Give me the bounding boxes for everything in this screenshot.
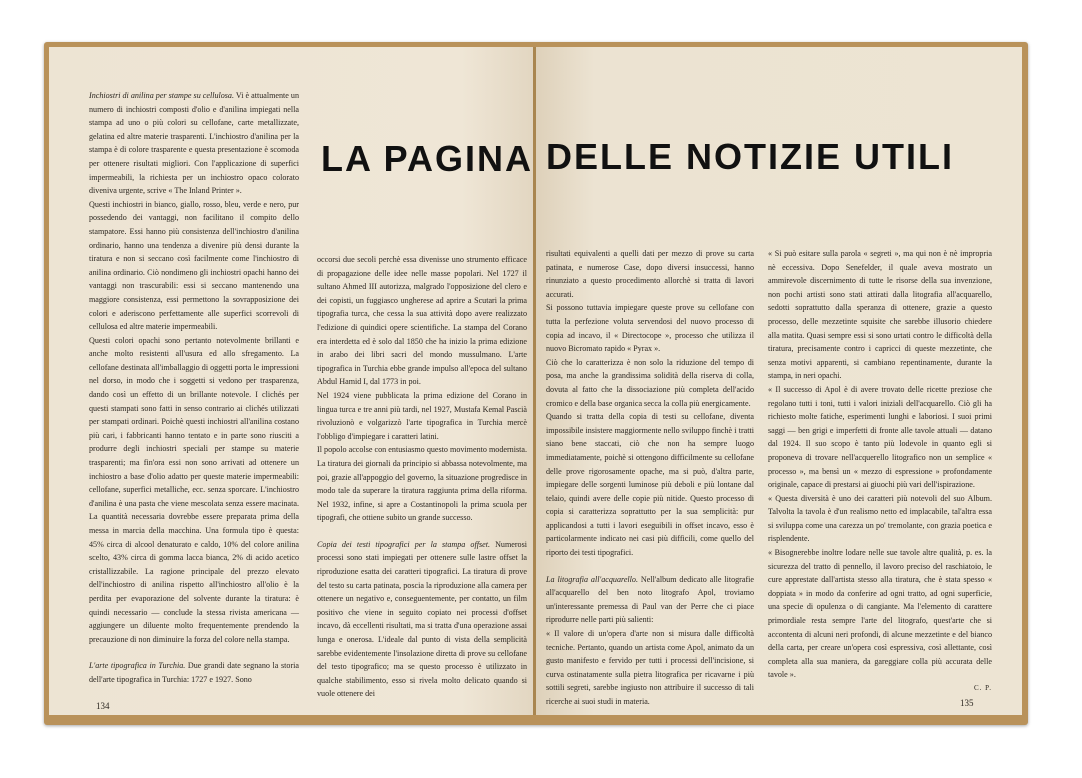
paragraph [768,383,992,492]
paragraph-text: Nell'album dedicato alle litografie all'acquarello del ben noto litografo Apol, troviamo un'interessante premessa di Paul van der Perre che ci piace riprodurre nelle parti più salienti: [546,574,754,625]
section-heading: Inchiostri di anilina per stampe su cellulosa. [89,91,235,100]
paragraph [317,389,527,443]
page-number-right: 135 [960,698,974,708]
paragraph [89,198,299,334]
paragraph-text: occorsi due secoli perchè essa divenisse uno strumento efficace di propagazione delle idee nelle masse popolari. Nel 1727 il sultano Ahmed III autorizza, malgrado l'opposizione del clero e dei copisti, un fuggiasco ungherese ad aprire a Scutari la prima tipografia turca, che cessa la sua attività dopo avere realizzato l'edizione di quindici opere scientifiche. La stampa del Corano era interdetta ed è solo dal 1850 che ha inizio la prima edizione in arabo dei libri sacri del mondo mussulmano. L'arte tipografica in Turchia ebbe grande impulso all'epoca del sultano Abdul Hamid I, dal 1773 in poi. [317,255,527,387]
paragraph-text: « Il valore di un'opera d'arte non si misura dalle difficoltà tecniche. Pertanto, quando un artista come Apol, animato da un gusto manifesto e fervido per tutti i processi dell'incisione, si curva ostinatamente sulla pietra litografica per ricavarne i più sottili segreti, sarebbe ingiusto non attribuire il successo di tali ricerche ai suoi studi in materia. [546,629,754,706]
section-heading: L'arte tipografica in Turchia. [89,661,186,671]
paragraph-text: Si possono tuttavia impiegare queste prove su cellofane con tutta la perfezione voluta servendosi del nuovo processo di copia ad incavo, il « Directocope », processo che utilizza il nuovo Bicromato rapido « Pyrax ». [546,303,754,354]
section-heading: Copia dei testi tipografici per la stampa offset. [317,539,490,549]
paragraph [317,253,527,389]
paragraph-text: Due grandi date segnano la storia dell'arte tipografica in Turchia: 1727 e 1927. Sono [89,661,299,684]
paragraph-text: « Questa diversità è uno dei caratteri più notevoli del suo Album. Talvolta la tavola è d'un realismo netto ed implacabile, tal'altra essa si sviluppa come una carezza un po' tremolante, con grazia poetica e risplendente. [768,493,992,544]
paragraph-text: Nel 1924 viene pubblicata la prima edizione del Corano in lingua turca e tre anni più tardi, nel 1927, Mustafa Kemal Pascià rivoluzionò e volgarizzò l'arte tipografica in Turchia mercè l'obbligo d'impiegare i caratteri latini. [317,390,527,441]
left-column-2 [317,253,527,709]
paragraph-text: Questi inchiostri in bianco, giallo, rosso, bleu, verde e nero, pur possedendo dei vantaggi, non facilitano il compito dello stampatore. Essi hanno più consistenza dell'inchiostro d'anilina ordinario, hanno una tendenza a divenire più densi durante la tiratura e non si seccano così facilmente come l'inchiostro di anilina ordinario. Ciò nondimeno gli inchiostri opachi hanno dei vantaggi non trascurabili: essi si seccano mantenendo una maggiore consistenza, essi permettono la sovrapposizione dei colori e aderiscono perfettamente alle superfici scorrevoli di cellulosa ed altre materie impermeabili. [89,199,299,332]
paragraph-text: Vi è attualmente un numero di inchiostri composti d'olio e d'anilina impiegati nella stampa ad uno o più colori su cellofane, carte metallizzate, gelatina ed altre materie trasparenti. L'inchiostro d'anilina per la stampa è di colore trasparente e questa presentazione è scomoda per ottenere risultati migliori. Con l'applicazione di superfici impermeabili, la richiesta per un inchiostro opaco colorato diveniva urgente, scrive « The Inland Printer ». [89,91,300,196]
headline-right: DELLE NOTIZIE UTILI [546,136,954,177]
paragraph-text: risultati equivalenti a quelli dati per mezzo di prove su carta patinata, e numerose Case, dopo diversi insuccessi, hanno rinunziato a questo procedimento allorchè si tratta di lavori accurati. [546,249,754,299]
magazine-spread [44,42,1028,725]
paragraph [768,492,992,546]
right-column-1 [546,247,754,709]
headline-left: LA PAGINA [321,138,533,179]
paragraph [546,247,754,301]
paragraph [546,573,754,627]
paragraph [89,334,299,647]
paragraph [546,301,754,355]
paragraph-text: « Bisognerebbe inoltre lodare nelle sue tavole altre qualità, p. es. la sicurezza del tratto di pennello, il lavoro preciso del raschiatoio, le cure apprestate dall'artista stesso alla tiratura, che è stata spesso « doppiata » in modo da conferire ad ogni tratto, ad ogni superficie, una specie di opulenza o di cangiante. Ma l'elemento di carattere primordiale resta sempre l'arte del litografo, quest'arte che si accontenta di alcuni neri profondi, di alcune mezzetinte e del bianco della carta, per creare un'opera così espressiva, così allettante, così completa alla sua maniera, da gareggiare colla più accurata delle tavole ». [768,548,992,680]
paragraph [89,89,299,198]
paragraph-text: Numerosi processi sono stati impiegati per ottenere sulle lastre offset la riproduzione esatta dei caratteri tipografici. La tiratura di prove del testo su carta patinata, poscia la riproduzione alla camera per ottenere un negativo e, conseguentemente, per contatto, un film positivo che viene in seguito copiato nei processi d'offset incavo, dà eccellenti risultati, ma si tratta d'una operazione assai lunga e onerosa. L'ideale dal punto di vista della semplicità sarebbe evidentemente l'insolazione diretta di prove su cellofane del testo tipografico; ma se questo processo è utilizzato in qualche stabilimento, esso si rivela molto delicato quando si vuole ottenere dei [317,539,527,699]
paragraph [768,247,992,383]
paragraph [317,538,527,701]
paragraph [546,410,754,560]
section-heading: La litografia all'acquarello. [546,574,638,584]
right-column-2 [768,247,992,709]
left-page [49,47,534,715]
paragraph-text: Questi colori opachi sono pertanto notevolmente brillanti e anche molto resistenti all'usura ed allo sfregamento. La cellofane destinata all'imballaggio di oggetti porta le impressioni nel dorso, in modo che i soggetti si vedono per trasparenza, dando così un effetto di un brillante notevole. I clichés per questi stampati sono fatti in senso contrario ai clichés utilizzati per stampati ordinari. Poichè questi inchiostri all'anilina costano più cari, i fabbricanti hanno tentato e in parte sono riusciti a produrre degli inchiostri speciali per stampe su materie trasparenti; ma fin'ora essi non sono arrivati ad ottenere un inchiostro a base d'olio adatto per queste materie impermeabili: cellofane, superfici metalliche, ecc. senza sporcare. L'inchiostro d'anilina è una pasta che viene mescolata senza essere macinata. La quantità necessaria dovrebbe essere preparata prima della messa in marcia della macchina. Una formula tipo è questa: 45% circa di alcool denaturato e caldo, 10% del colore anilina scelto, 43% circa di gomma lacca bianca, 2% di acido acetico cristallizzabile. La ragione principale del prezzo elevato dell'inchiostro di anilina rispetto all'inchiostro all'olio è la perdita per evaporazione del solvente durante la tiratura: è quindi necessario — conclude la stessa rivista americana — aggiungere un diluente molto frequentemente prendendo la precauzione di non diminuire la forza del colore nella stampa. [89,335,299,644]
paragraph-text: Quando si tratta della copia di testi su cellofane, diventa impossibile insistere maggiormente nello sviluppo finchè i tratti siano bene staccati, ciò che non ha sempre luogo immediatamente, poichè si ottengono difficilmente su cellofane delle prove rigorosamente opache, ma si può, d'altra parte, impiegare delle sorgenti luminose più deboli e più lontane dal telaio, quindi avere delle copie più nitide. Questo processo di copia si caratterizza soprattutto per la sua semplicità: pur applicandosi a tutti i lavori eseguibili in offset incavo, esso è particolarmente indicato nei casi più difficili, come quello del riporto dei testi tipografici. [546,412,754,558]
page-number-left: 134 [96,701,110,711]
paragraph-text: « Il successo di Apol è di avere trovato delle ricette preziose che regolano tutti i toni, tutti i valori iniziali dell'acquarello. Ciò gli ha richiesto molte fatiche, esperimenti lunghi e laboriosi. I suoi primi saggi — ben grigi e imperfetti di fronte alle tavole attuali — datano dal 1924. Il suo scopo è tanto più lodevole in quanto egli si proponeva di trovare nell'acquerello litografico non un semplice « processo », ma bensì un « mezzo di espressione » profondamente originale, capace di prestarsi ai giuochi più vari dell'ispirazione. [768,384,992,490]
paragraph [317,443,527,525]
paragraph-text: Ciò che lo caratterizza è non solo la riduzione del tempo di posa, ma anche la grandissima solidità della riserva di colla, dovuta al fatto che la dissociazione più completa dell'acido cromico e della base organica secca la colla più energicamente. [546,357,754,408]
paragraph-text: « Si può esitare sulla parola « segreti », ma qui non è nè impropria nè eccessiva. Dopo Senefelder, il quale aveva mostrato un ammirevole discernimento di tutte le risorse della sua invenzione, non pochi artisti sono stati attirati dalla litografia all'acquarello, sedotti soprattutto dalla speranza di ottenere, grazie a questo processo, delle mezzetinte squisite che sarebbe illusorio chiedere alla matita. Quasi sempre essi si sono urtati contro le difficoltà della tiratura, precisamente contro i capricci di queste mezzetinte, che senza motivi apparenti, si cambiano repentinamente, durante la stampa, in neri opachi. [768,249,992,381]
paragraph-text: Il popolo accolse con entusiasmo questo movimento modernista. La tiratura dei giornali da principio si abbassa notevolmente, ma poi, grazie all'appoggio del governo, la situazione progredisce in modo tale da superare la tiratura raggiunta prima della riforma. Nel 1932, infine, si apre a Costantinopoli la prima scuola per tipografi, che ottiene subito un grande successo. [317,445,527,523]
right-page [536,47,1022,715]
author-signature: C. P. [973,684,992,692]
paragraph [546,356,754,410]
paragraph [546,627,754,709]
left-column-1 [89,89,300,684]
paragraph [89,659,299,686]
paragraph [768,546,992,682]
